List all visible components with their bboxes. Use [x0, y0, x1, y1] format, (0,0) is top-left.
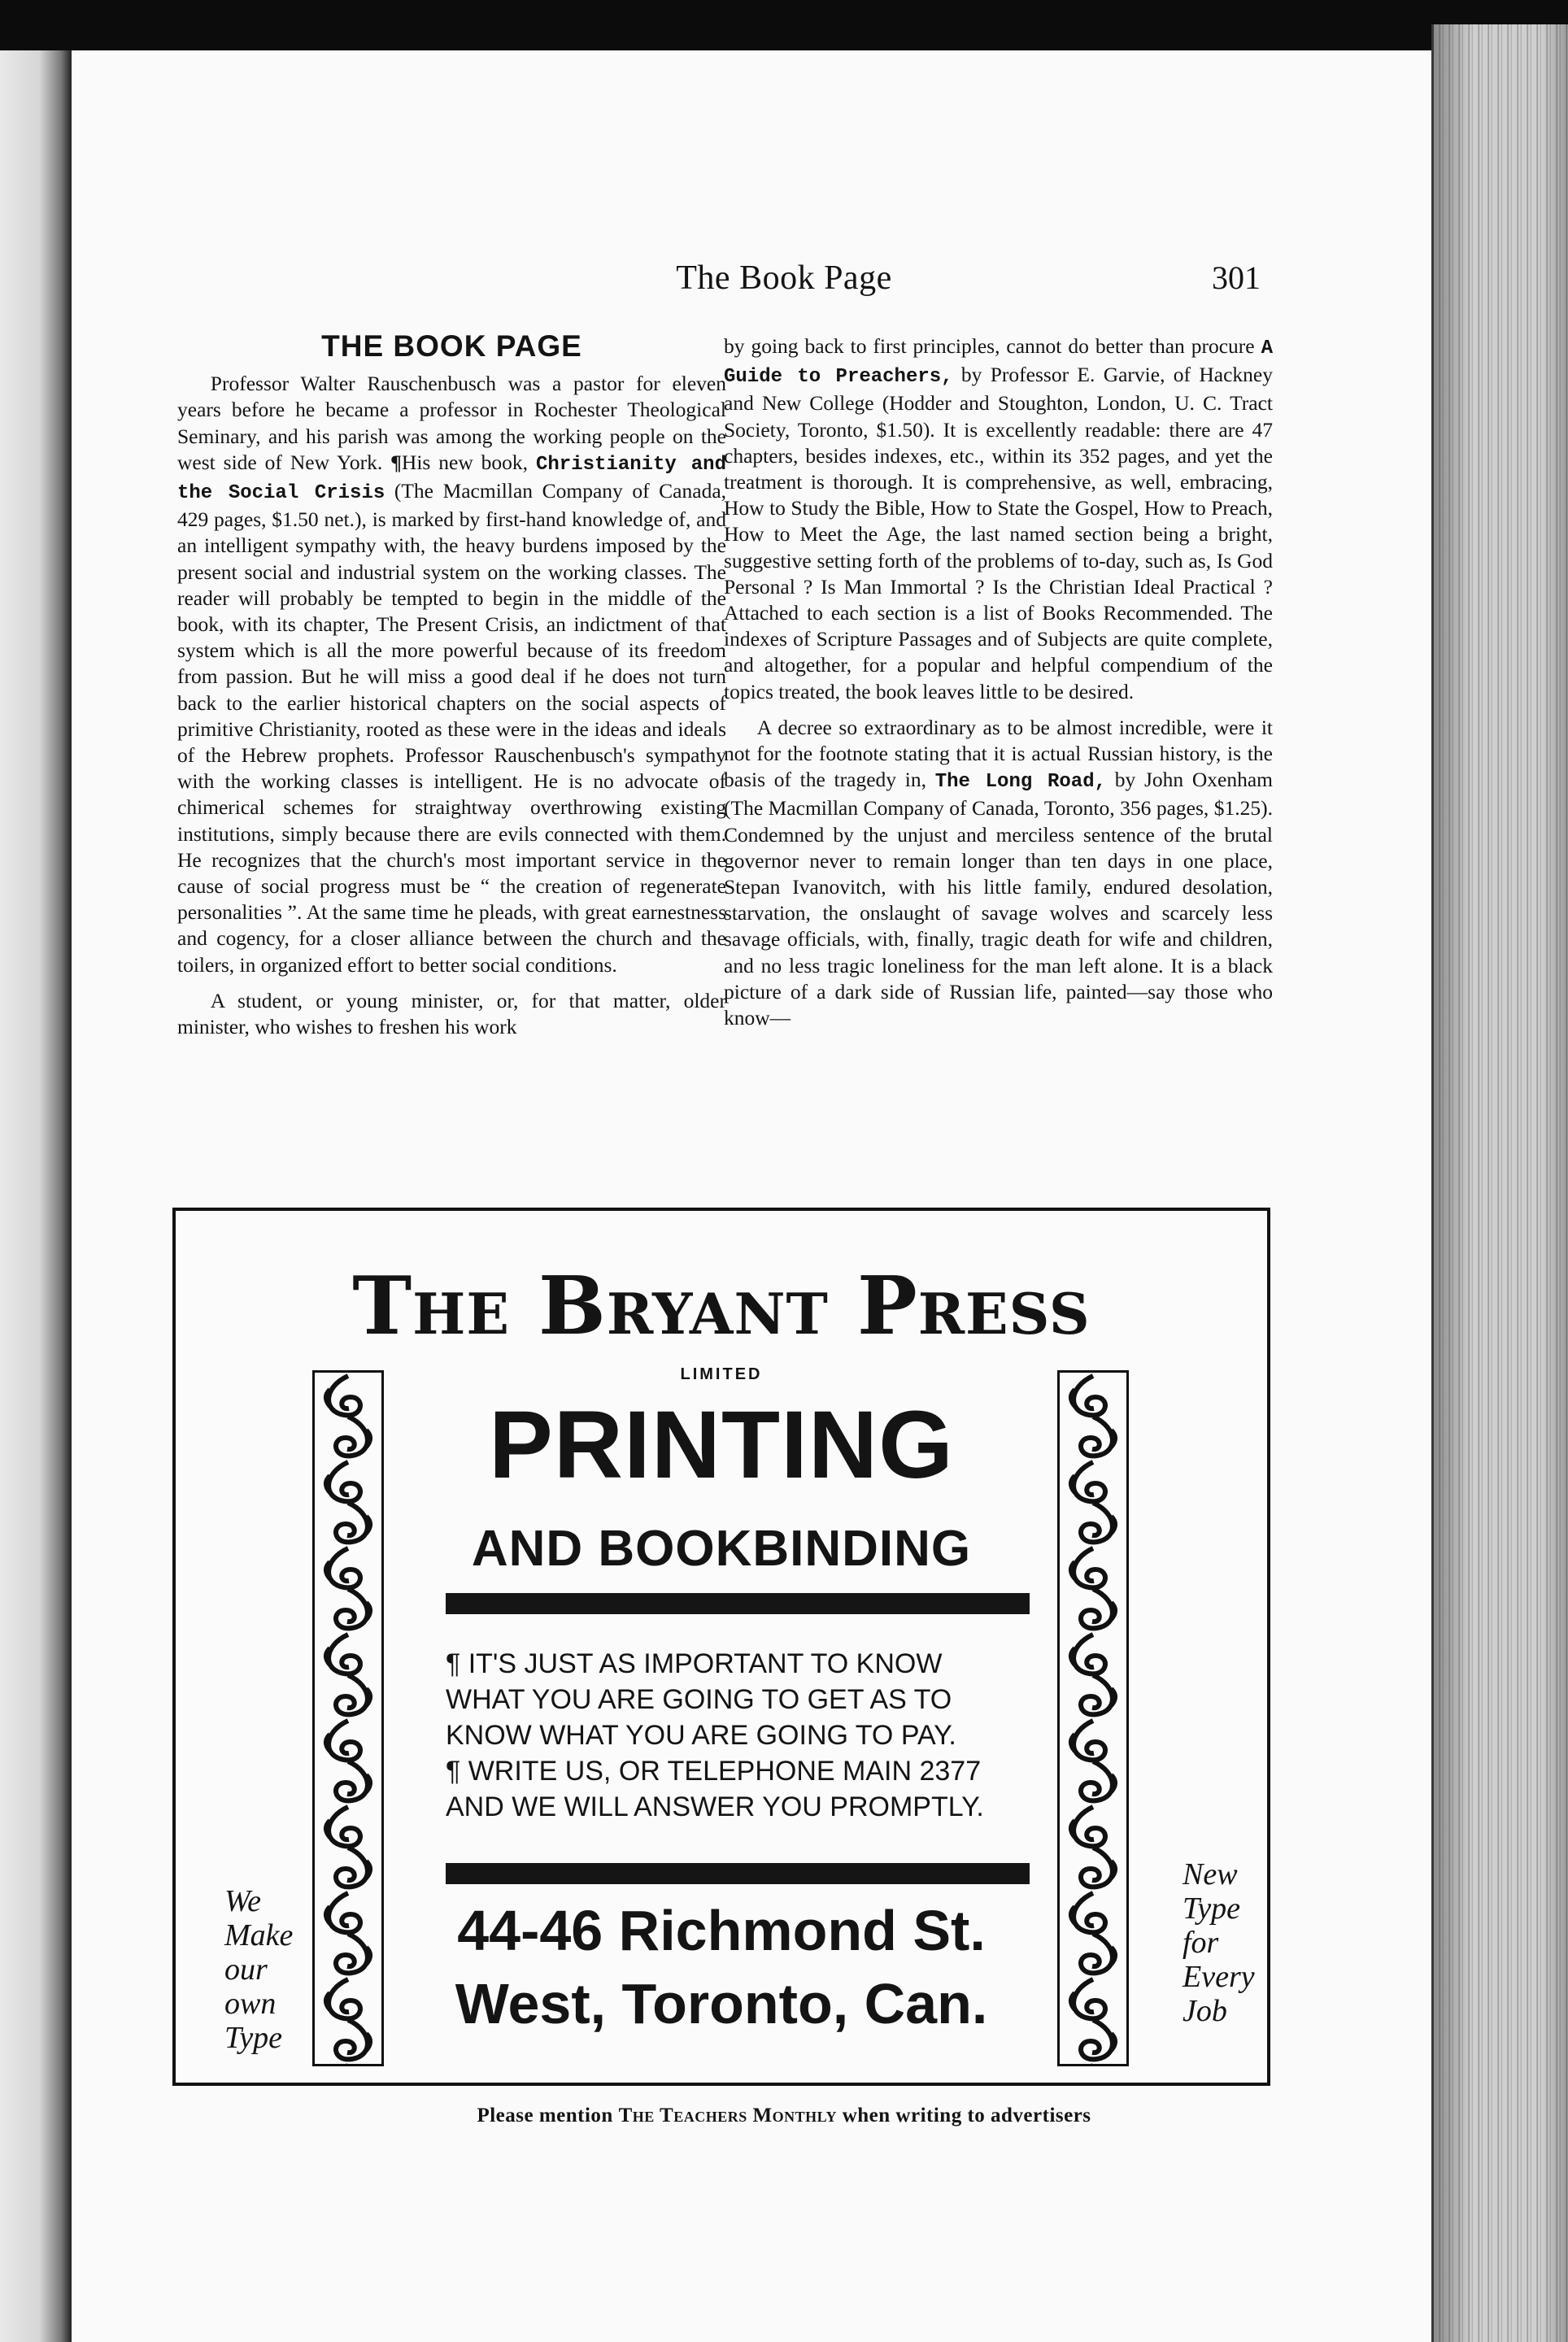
book-title: The Long Road,: [934, 771, 1107, 794]
page-stack-shade: [1431, 24, 1568, 2342]
ad-headline: PRINTING: [489, 1391, 954, 1499]
footer-text: Please mention: [477, 2105, 619, 2127]
review-text: (The Macmillan Company of Canada, 429 pages, $1.50 net.), is marked by first-hand knowledge of, and an intelligent sympathy with, the heavy burdens imposed by the present social and industrial system on the working classes. The reader will probably be tempted to begin in the middle of the book, with its chapter, The Present Crisis, an indictment of that system which is all the more powerful because of its freedom from passion. But he will miss a good deal if he does not turn back to the earlier historical chapters on the social aspects of primitive Christianity, rooted as these were in the ideas and ideals of the Hebrew prophets. Professor Rauschenbusch's sympathy with the working classes is intelligent. He is no advocate of chimerical schemes for straightway overthrowing existing institutions, simply because there are evils connected with them. He recognizes that the church's most important service in the cause of social progress must be “ the creation of regenerate personalities ”. At the same time he pleads, with great earnestness and cogency, for a closer alliance between the church and the toilers, in organized effort to better social conditions.: [177, 479, 727, 977]
right-column: [724, 333, 1273, 1041]
ad-address: [176, 1894, 1267, 2040]
ad-note-word: Type: [1183, 1891, 1241, 1926]
review-text: by going back to first principles, cannot do better than procure: [724, 334, 1261, 358]
ad-copy-line: ¶ IT'S JUST AS IMPORTANT TO KNOW: [446, 1648, 943, 1679]
left-column: [177, 329, 727, 1050]
ad-note-word: Make: [224, 1918, 294, 1952]
review-guide-to-preachers: [724, 333, 1273, 705]
running-head-title: The Book Page: [676, 259, 892, 297]
ad-copy: [446, 1646, 1035, 1825]
ad-subheadline: AND BOOKBINDING: [471, 1521, 972, 1577]
ad-limited: LIMITED: [680, 1365, 763, 1383]
review-text: by Professor E. Garvie, of Hackney and New College (Hodder and Stoughton, London, U. C. Tract Society, Toronto, $1.50). It is excellently readable: there are 47 chapters, besides indexes, etc., within its 352 pages, and yet the treatment is thorough. It is comprehensive, as well, embracing, How to Study the Bible, How to State the Gospel, How to Preach, How to Meet the Age, the last named section being a bright, suggestive setting forth of the problems of to-day, such as, Is God Personal ? Is Man Immortal ? Is the Christian Ideal Practical ? Attached to each section is a list of Books Recommended. The indexes of Scripture Passages and of Subjects are quite complete, and altogether, for a popular and helpful compendium of the topics treated, the book leaves little to be desired.: [724, 363, 1273, 703]
review-text: A student, or young minister, or, for that matter, older minister, who wishes to freshen his work: [177, 988, 726, 1039]
ad-note-word: for: [1183, 1926, 1219, 1960]
footer-magazine-name: The Teachers Monthly: [618, 2105, 837, 2127]
footer-text: when writing to advertisers: [836, 2105, 1091, 2127]
ad-note-word: New: [1183, 1857, 1238, 1891]
pilcrow-mark: ¶: [390, 450, 402, 474]
facing-page-edge: [0, 50, 72, 2342]
ad-note-word: We: [224, 1884, 262, 1918]
review-text: by John Oxenham (The Macmillan Company of Canada, Toronto, 356 pages, $1.25). Condemned by the unjust and merciless sentence of the brutal governor never to remain longer than ten days in one place, Stepan Ivanovitch, with his little family, endured desolation, starvation, the onslaught of savage wolves and scarcely less savage officials, with, finally, tragic death for wife and children, and no less tragic loneliness for the man left alone. It is a black picture of a dark side of Russian life, painted—say those who know—: [724, 768, 1273, 1030]
ad-note-word: our: [224, 1952, 268, 1987]
review-guide-start: [177, 988, 726, 1040]
review-text: A decree so extraordinary as to be almost incredible, were it not for the footnote stating that it is actual Russian history, is the basis of the tragedy in,: [724, 715, 1273, 792]
review-long-road: [724, 715, 1273, 1031]
ad-rule-top: [446, 1593, 1030, 1614]
ad-rule-bottom: [446, 1863, 1030, 1884]
review-text: Professor Walter Rauschenbusch was a pastor for eleven years before he became a professor in Rochester Theological Seminary, and his parish was among the working people on the west side of New York.: [177, 372, 726, 474]
ad-company-name: The Bryant Press: [352, 1260, 1091, 1353]
ad-right-note: [1183, 1857, 1255, 2028]
ad-copy-line: WHAT YOU ARE GOING TO GET AS TO: [446, 1684, 952, 1715]
bryant-press-advertisement: [172, 1208, 1270, 2086]
ad-note-word: Every: [1183, 1960, 1255, 1994]
advertiser-footer: [0, 2105, 1568, 2127]
book-title: A Guide to Preachers,: [724, 337, 1273, 389]
ad-copy-line: KNOW WHAT YOU ARE GOING TO PAY.: [446, 1720, 956, 1751]
ad-address-line2: West, Toronto, Can.: [455, 1972, 988, 2035]
page-number: 301: [1212, 259, 1261, 296]
section-title: THE BOOK PAGE: [321, 329, 582, 363]
ad-copy-line: AND WE WILL ANSWER YOU PROMPTLY.: [446, 1791, 984, 1822]
review-text: His new book,: [401, 450, 536, 474]
review-rauschenbusch: [177, 371, 726, 978]
ad-note-word: Type: [224, 2021, 283, 2055]
ad-copy-line: ¶ WRITE US, OR TELEPHONE MAIN 2377: [446, 1756, 982, 1787]
book-title: Christianity and the Social Crisis: [177, 453, 726, 505]
ad-left-note: [224, 1884, 293, 2055]
ad-note-word: own: [224, 1987, 277, 2021]
scan-top-border: [0, 0, 1568, 50]
ad-address-line1: 44-46 Richmond St.: [457, 1899, 986, 1962]
ad-note-word: Job: [1183, 1994, 1227, 2028]
